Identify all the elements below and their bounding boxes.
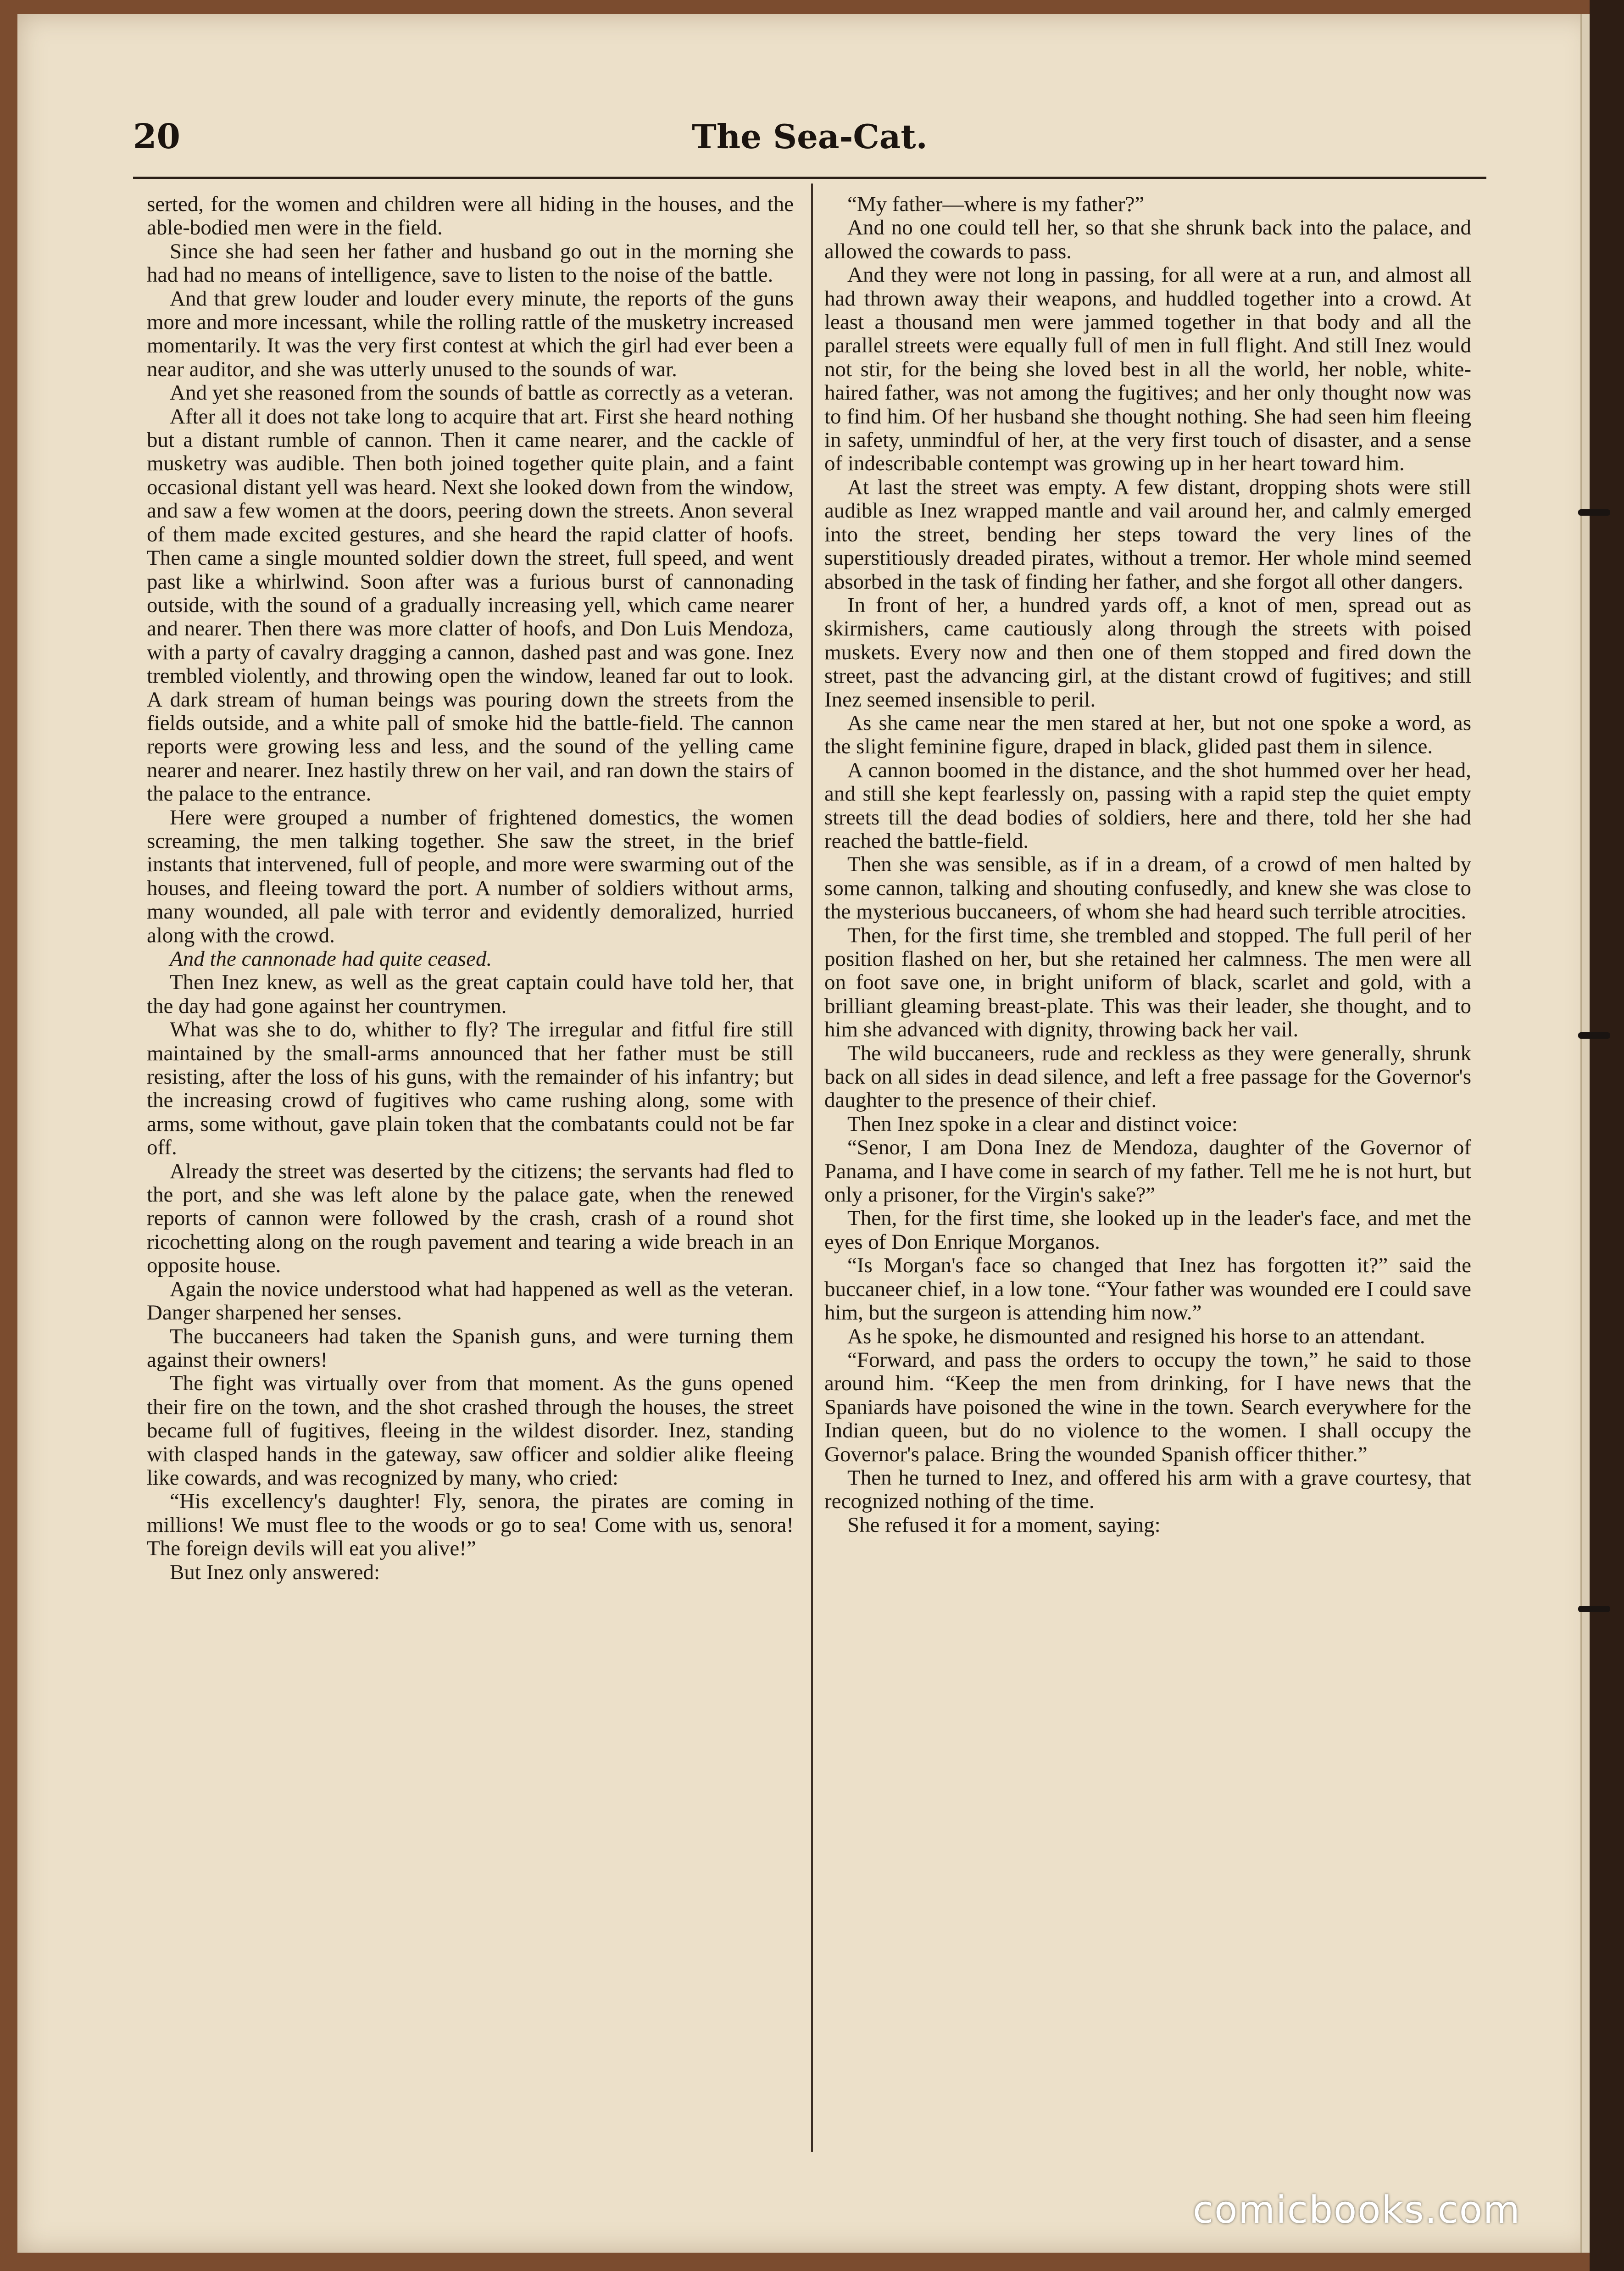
paragraph: Then he turned to Inez, and offered his arm with a grave courtesy, that recognized nothing of the time. (824, 1465, 1471, 1514)
right-column (824, 193, 1471, 1537)
paragraph: And no one could tell her, so that she shrunk back into the palace, and allowed the cowards to pass. (824, 216, 1471, 263)
paragraph: In front of her, a hundred yards off, a knot of men, spread out as skirmishers, came cautiously along through the streets with poised muskets. Every now and then one of them stopped and fired down the street, past the advancing girl, at the distant crowd of fugitives; and still Inez seemed insensible to peril. (824, 593, 1471, 712)
paragraph: “Forward, and pass the orders to occupy the town,” he said to those around him. “Keep the men from drinking, for I have news that the Spaniards have poisoned the wine in the town. Search everywhere for the Indian queen, but do no violence to the women. I shall occupy the Governor's palace. Bring the wounded Spanish officer thither.” (824, 1347, 1471, 1466)
paragraph: After all it does not take long to acquire that art. First she heard nothing but a distant rumble of cannon. Then it came nearer, and the cackle of musketry was audible. Then both joined together quite plain, and a faint occasional distant yell was heard. Next she looked down from the window, and saw a few women at the doors, peering down the streets. Anon several of them made excited gestures, and she heard the rapid clatter of hoofs. Then came a single mounted soldier down the street, full speed, and went past like a whirlwind. Soon after was a furious burst of cannonading outside, with the sound of a gradually increasing yell, which came nearer and nearer. Then there was more clatter of hoofs, and Don Luis Mendoza, with a party of cavalry dragging a cannon, dashed past and was gone. Inez trembled violently, and throwing open the window, leaned far out to look. A dark stream of human beings was pouring down the streets from the fields outside, and a white pall of smoke hid the battle-field. The cannon reports were growing less and less, and the sound of the yelling came nearer and nearer. Inez hastily threw on her vail, and ran down the stairs of the palace to the entrance. (147, 404, 794, 806)
left-column (147, 193, 794, 1584)
paragraph: Since she had seen her father and husband go out in the morning she had had no means of intelligence, save to listen to the noise of the battle. (147, 239, 794, 287)
paragraph: “My father—where is my father?” (847, 192, 1145, 216)
paragraph: The buccaneers had taken the Spanish guns, and were turning them against their owners! (147, 1324, 794, 1372)
paragraph: Here were grouped a number of frightened domestics, the women screaming, the men talking together. She saw the street, in the brief instants that intervened, full of people, and more were swarming out of the houses, and fleeing toward the port. A number of soldiers without arms, many wounded, all pale with terror and evidently demoralized, hurried along with the crowd. (147, 805, 794, 947)
paragraph: Then Inez spoke in a clear and distinct voice: (847, 1112, 1238, 1136)
running-title: The Sea-Cat. (692, 117, 928, 156)
paragraph: But Inez only answered: (170, 1560, 380, 1584)
paragraph: And they were not long in passing, for all were at a run, and almost all had thrown away their weapons, and huddled together into a crowd. At least a thousand men were jammed together in that body and all the parallel streets were equally full of men in full flight. And still Inez would not stir, for the being she loved best in all the world, her noble, white-haired father, was not among the fugitives; and her only thought now was to find him. Of her husband she thought nothing. She had seen him fleeing in safety, unmindful of her, at the very first touch of disaster, and a sense of indescribable contempt was growing up in her heart toward him. (824, 263, 1471, 476)
paragraph: Already the street was deserted by the citizens; the servants had fled to the port, and she was left alone by the palace gate, when the renewed reports of cannon were followed by the crash, crash of a round shot ricochetting along on the rough pavement and tearing a wide breach in an opposite house. (147, 1159, 794, 1278)
paragraph: “Senor, I am Dona Inez de Mendoza, daughter of the Governor of Panama, and I have come in search of my father. Tell me he is not hurt, but only a prisoner, for the Virgin's sake?” (824, 1136, 1471, 1207)
paragraph: A cannon boomed in the distance, and the shot hummed over her head, and still she kept fearlessly on, passing with a rapid step the quiet empty streets till the dead bodies of soldiers, here and there, told her she had reached the battle-field. (824, 758, 1471, 853)
paragraph: The fight was virtually over from that moment. As the guns opened their fire on the town, and the shot crashed through the houses, the street became full of fugitives, fleeing in the wildest disorder. Inez, standing with clasped hands in the gateway, saw officer and soldier alike fleeing like cowards, and was recognized by many, who cried: (147, 1371, 794, 1490)
column-divider (811, 184, 813, 2152)
paragraph: At last the street was empty. A few distant, dropping shots were still audible as Inez wrapped mantle and vail around her, and calmly emerged into the street, bending her steps toward the very lines of the superstitiously dreaded pirates, without a tremor. Her whole mind seemed absorbed in the task of finding her father, and she forgot all other dangers. (824, 475, 1471, 594)
pin-mark (1578, 509, 1610, 516)
paragraph: Then, for the first time, she looked up in the leader's face, and met the eyes of Don Enrique Morganos. (824, 1206, 1471, 1254)
pin-mark (1578, 1032, 1610, 1039)
header-rule (133, 177, 1486, 179)
paragraph: As he spoke, he dismounted and resigned his horse to an attendant. (847, 1324, 1425, 1348)
paragraph: “His excellency's daughter! Fly, senora, the pirates are coming in millions! We must flee to the woods or go to sea! Come with us, senora! The foreign devils will eat you alive!” (147, 1489, 794, 1561)
watermark-text: comicbooks.com (1193, 2188, 1521, 2232)
paragraph: And that grew louder and louder every minute, the reports of the guns more and more incessant, while the rolling rattle of the musketry increased momentarily. It was the very first contest at which the girl had ever been a near auditor, and she was utterly unused to the sounds of war. (147, 286, 794, 381)
paragraph: And the cannonade had quite ceased. (170, 947, 492, 971)
paragraph: serted, for the women and children were all hiding in the houses, and the able-bodied men were in the field. (147, 192, 794, 240)
paragraph: Then, for the first time, she trembled and stopped. The full peril of her position flashed on her, but she retained her calmness. The men were all on foot save one, in bright uniform of black, scarlet and gold, with a brilliant gleaming breast-plate. This was their leader, she thought, and to him she advanced with dignity, throwing back her vail. (824, 923, 1471, 1042)
paragraph: Then Inez knew, as well as the great captain could have told her, that the day had gone against her countrymen. (147, 970, 794, 1018)
page-header (133, 117, 1486, 172)
page-number: 20 (133, 117, 180, 156)
paragraph: And yet she reasoned from the sounds of battle as correctly as a veteran. (170, 381, 794, 405)
paragraph: “Is Morgan's face so changed that Inez has forgotten it?” said the buccaneer chief, in a low tone. “Your father was wounded ere I could save him, but the surgeon is attending him now.” (824, 1253, 1471, 1325)
pin-mark (1578, 1606, 1610, 1612)
paragraph: As she came near the men stared at her, but not one spoke a word, as the slight feminine figure, draped in black, glided past them in silence. (824, 711, 1471, 759)
paragraph: She refused it for a moment, saying: (847, 1513, 1161, 1537)
paragraph: Again the novice understood what had happened as well as the veteran. Danger sharpened her senses. (147, 1277, 794, 1325)
paragraph: Then she was sensible, as if in a dream, of a crowd of men halted by some cannon, talking and shouting confusedly, and knew she was close to the mysterious buccaneers, of whom she had heard such terrible atrocities. (824, 852, 1471, 924)
paragraph: The wild buccaneers, rude and reckless as they were generally, shrunk back on all sides in dead silence, and left a free passage for the Governor's daughter to the presence of their chief. (824, 1041, 1471, 1113)
paragraph: What was she to do, whither to fly? The irregular and fitful fire still maintained by the small-arms announced that her father must be still resisting, after the loss of his guns, with the remainder of his infantry; but the increasing crowd of fugitives who came rushing along, some with arms, some without, gave plain token that the combatants could not be far off. (147, 1018, 794, 1160)
binding-shadow (1590, 0, 1624, 2271)
